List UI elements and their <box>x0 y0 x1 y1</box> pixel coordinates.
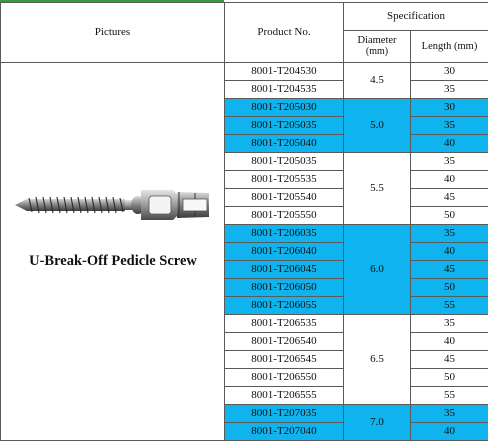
length-cell: 45 <box>411 189 488 207</box>
diameter-cell: 6.0 <box>344 225 411 315</box>
length-cell: 35 <box>411 117 488 135</box>
product-no-cell: 8001-T205040 <box>225 135 344 153</box>
length-cell: 45 <box>411 351 488 369</box>
length-cell: 30 <box>411 63 488 81</box>
length-cell: 40 <box>411 333 488 351</box>
product-no-cell: 8001-T205535 <box>225 171 344 189</box>
length-cell: 35 <box>411 225 488 243</box>
length-cell: 40 <box>411 135 488 153</box>
product-no-cell: 8001-T206545 <box>225 351 344 369</box>
product-no-cell: 8001-T204530 <box>225 63 344 81</box>
product-no-cell: 8001-T207035 <box>225 405 344 423</box>
header-diameter-unit: (mm) <box>366 46 388 57</box>
length-cell: 50 <box>411 279 488 297</box>
length-cell: 55 <box>411 387 488 405</box>
length-cell: 35 <box>411 153 488 171</box>
product-no-cell: 8001-T206035 <box>225 225 344 243</box>
product-no-cell: 8001-T206535 <box>225 315 344 333</box>
length-cell: 30 <box>411 99 488 117</box>
product-no-cell: 8001-T205035 <box>225 153 344 171</box>
product-no-cell: 8001-T205035 <box>225 117 344 135</box>
length-cell: 40 <box>411 243 488 261</box>
length-cell: 40 <box>411 423 488 441</box>
length-cell: 45 <box>411 261 488 279</box>
product-no-cell: 8001-T206045 <box>225 261 344 279</box>
length-cell: 55 <box>411 297 488 315</box>
diameter-cell: 5.0 <box>344 99 411 153</box>
length-cell: 40 <box>411 171 488 189</box>
header-pictures: Pictures <box>1 3 225 63</box>
length-cell: 50 <box>411 369 488 387</box>
header-specification: Specification <box>344 3 488 31</box>
product-no-cell: 8001-T207040 <box>225 423 344 441</box>
header-row <box>1 3 488 31</box>
diameter-cell: 6.5 <box>344 315 411 405</box>
product-no-cell: 8001-T206555 <box>225 387 344 405</box>
product-title: U-Break-Off Pedicle Screw <box>1 254 225 269</box>
length-cell: 35 <box>411 81 488 99</box>
table-row <box>1 63 488 81</box>
header-diameter-label: Diameter <box>357 35 396 46</box>
product-no-cell: 8001-T205540 <box>225 189 344 207</box>
product-no-cell: 8001-T205030 <box>225 99 344 117</box>
product-no-cell: 8001-T205550 <box>225 207 344 225</box>
spec-table <box>0 2 488 441</box>
diameter-cell: 4.5 <box>344 63 411 99</box>
product-picture <box>1 66 225 438</box>
header-product-no: Product No. <box>225 3 344 63</box>
header-length: Length (mm) <box>411 31 488 63</box>
product-no-cell: 8001-T206055 <box>225 297 344 315</box>
product-picture-cell <box>1 63 225 441</box>
product-no-cell: 8001-T206050 <box>225 279 344 297</box>
product-no-cell: 8001-T206550 <box>225 369 344 387</box>
pedicle-screw-image <box>13 184 211 224</box>
length-cell: 50 <box>411 207 488 225</box>
length-cell: 35 <box>411 405 488 423</box>
product-no-cell: 8001-T204535 <box>225 81 344 99</box>
diameter-cell: 5.5 <box>344 153 411 225</box>
length-cell: 35 <box>411 315 488 333</box>
header-diameter <box>344 31 411 63</box>
product-no-cell: 8001-T206540 <box>225 333 344 351</box>
diameter-cell: 7.0 <box>344 405 411 441</box>
product-no-cell: 8001-T206040 <box>225 243 344 261</box>
